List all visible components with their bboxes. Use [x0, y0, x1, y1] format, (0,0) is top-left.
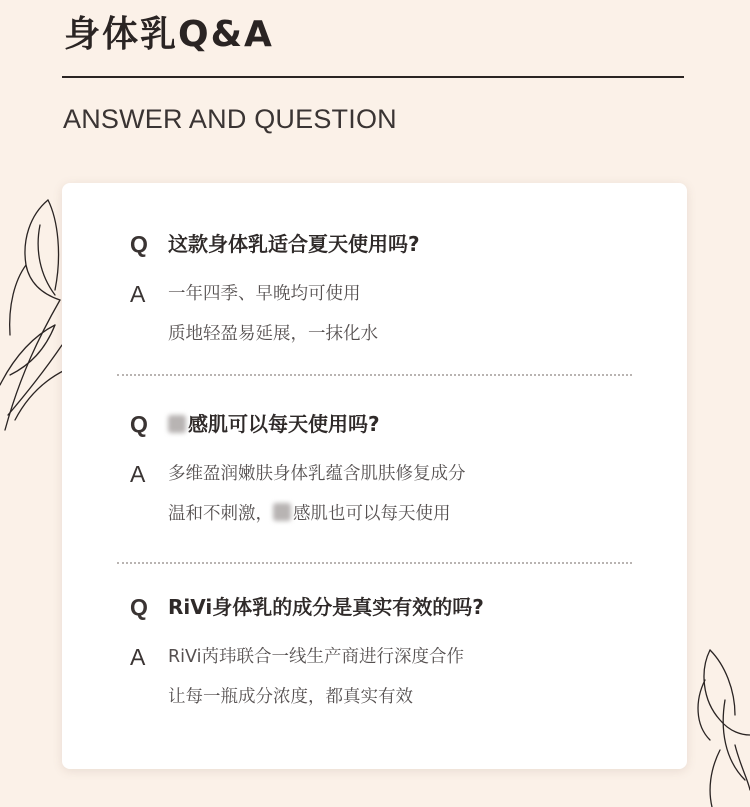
question-mark: Q — [130, 231, 148, 257]
page-subtitle: ANSWER AND QUESTION — [63, 104, 397, 134]
question-text: 感肌可以每天使用吗? — [188, 412, 380, 436]
answer-mark: A — [130, 644, 146, 670]
blurred-character-icon — [168, 415, 186, 433]
qa-item — [130, 593, 630, 715]
qa-item — [130, 410, 630, 532]
question-text: RiVi身体乳的成分是真实有效的吗? — [168, 595, 484, 619]
question-text: 这款身体乳适合夏天使用吗? — [168, 232, 420, 256]
page-title: 身体乳Q&A — [64, 14, 274, 55]
qa-item — [130, 230, 630, 352]
dotted-divider — [117, 374, 632, 376]
question-row — [130, 230, 630, 258]
question-row — [130, 593, 630, 621]
answer-mark: A — [130, 461, 146, 487]
answer-line: 让每一瓶成分浓度，都真实有效 — [168, 687, 413, 707]
answer-line-prefix: 温和不刺激， — [168, 504, 273, 524]
answer-line: 质地轻盈易延展，一抹化水 — [168, 324, 378, 344]
answer-line: 多维盈润嫩肤身体乳蕴含肌肤修复成分 — [168, 464, 466, 484]
question-row — [130, 410, 630, 438]
question-mark: Q — [130, 594, 148, 620]
question-mark: Q — [130, 411, 148, 437]
answer-row — [130, 460, 630, 532]
answer-mark: A — [130, 281, 146, 307]
blurred-character-icon — [273, 503, 291, 521]
qa-card — [62, 183, 687, 769]
answer-line: 感肌也可以每天使用 — [293, 504, 451, 524]
leaf-sketch-right-icon — [690, 640, 750, 807]
title-divider — [62, 76, 684, 78]
answer-row — [130, 643, 630, 715]
dotted-divider — [117, 562, 632, 564]
answer-row — [130, 280, 630, 352]
answer-line: RiVi芮玮联合一线生产商进行深度合作 — [168, 647, 464, 667]
leaf-sketch-left-icon — [0, 195, 70, 435]
answer-line: 一年四季、早晚均可使用 — [168, 284, 361, 304]
